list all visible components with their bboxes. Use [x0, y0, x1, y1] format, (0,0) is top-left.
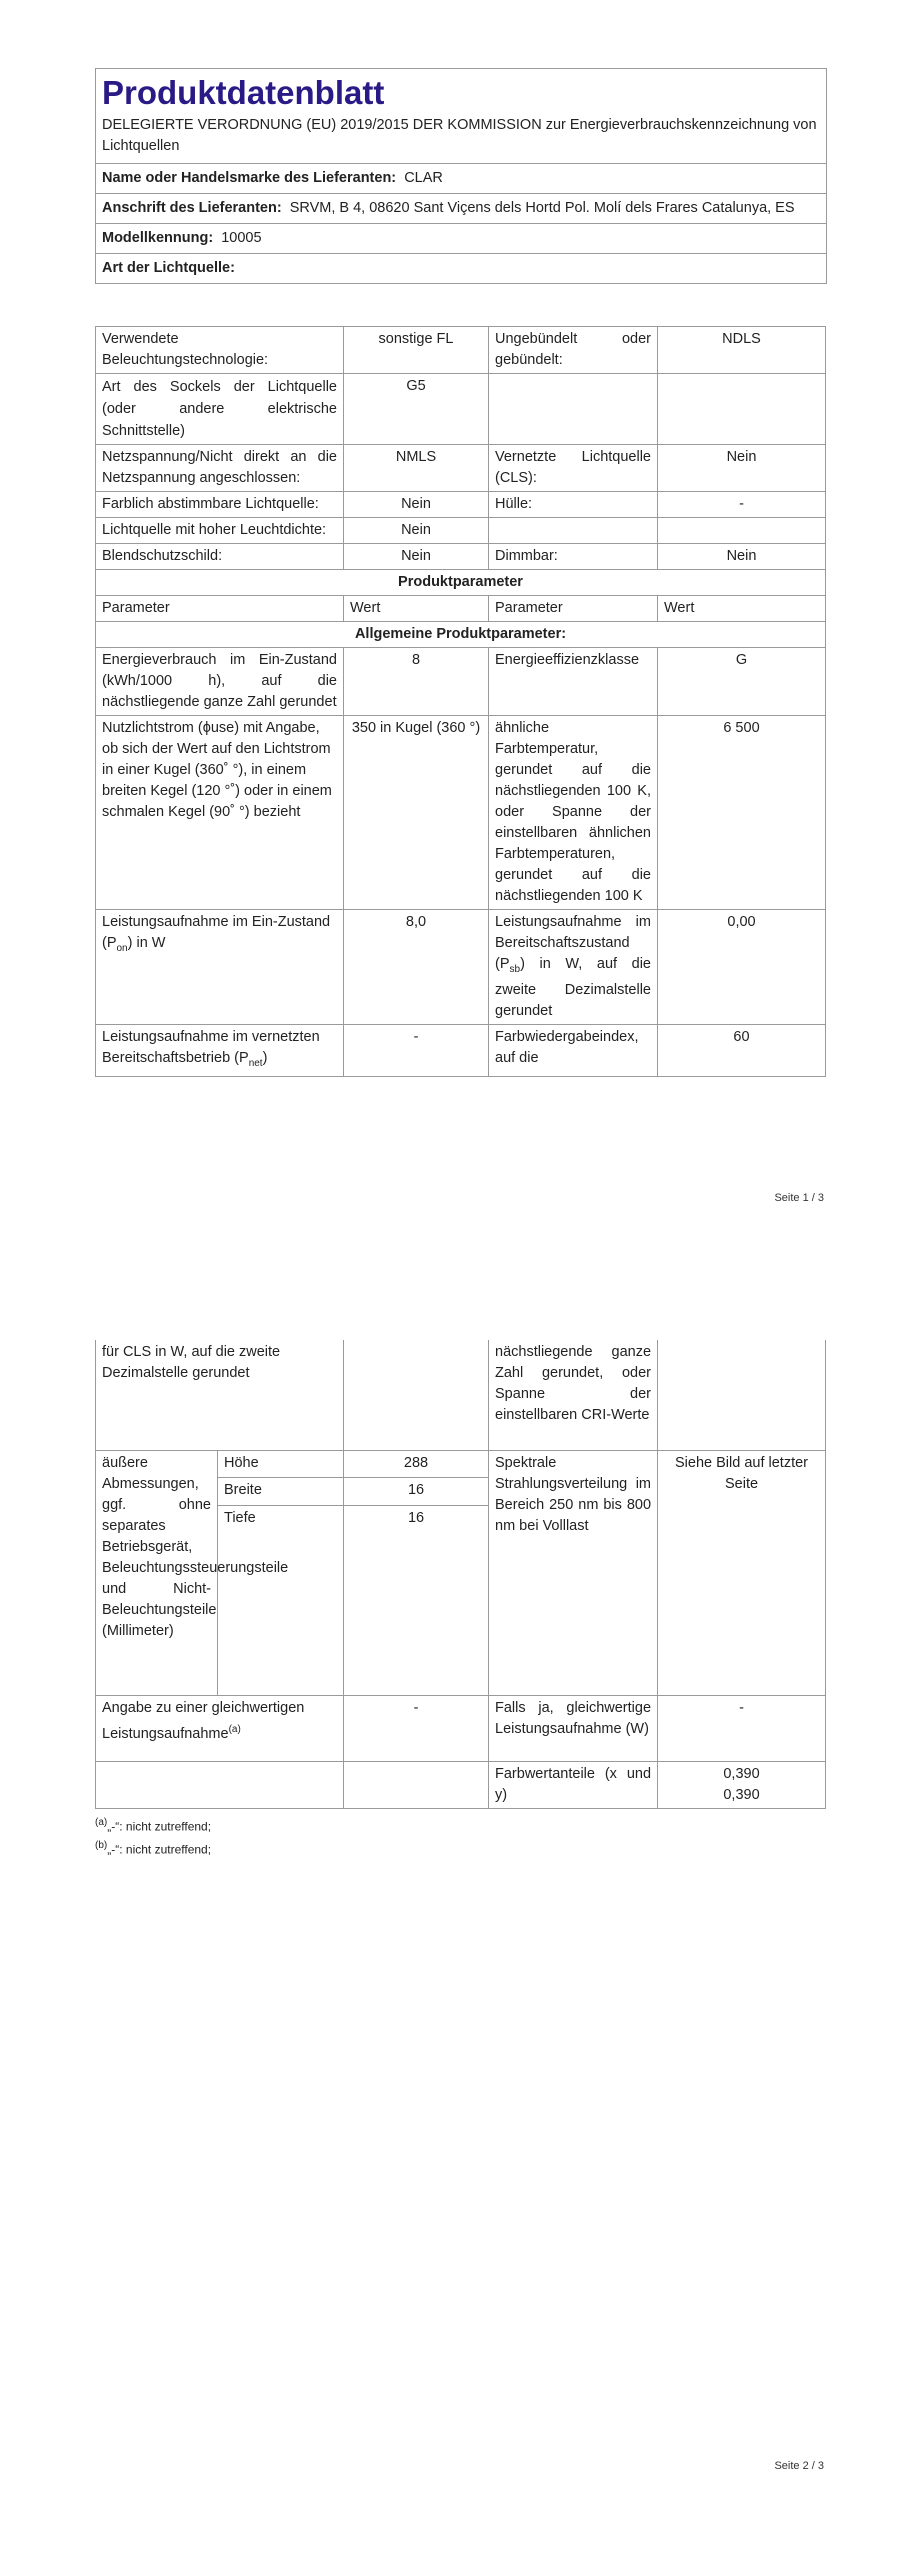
type-row — [96, 327, 826, 374]
type-value: Nein — [658, 544, 826, 570]
supplier-address-label: Anschrift des Lieferanten: — [102, 200, 282, 216]
dimension-value: 16 — [344, 1505, 489, 1695]
supplier-name-value: CLAR — [404, 170, 443, 186]
page-title: Produktdatenblatt — [102, 74, 385, 111]
footnote-b: $^{(b)}$„-“: nicht zutreffend; — [95, 1839, 212, 1857]
type-row — [96, 518, 826, 544]
type-value: Nein — [344, 492, 489, 518]
spectral-label: Spektrale Strahlungsverteilung im Bereich 250 nm bis 800 nm bei Volllast — [489, 1450, 658, 1695]
parameters-table-continued — [95, 1340, 826, 1809]
type-label: Dimmbar: — [489, 544, 658, 570]
dimension-label: Höhe — [218, 1450, 344, 1478]
standby-label: Leistungsaufnahme im Bereitschaftszustand $(P_{sb})$ in W, auf die zweite Dezimalstelle gerundet — [489, 910, 658, 1025]
energy-consumption-value: 8 — [344, 648, 489, 716]
type-label: Netzspannung/Nicht direkt an die Netzspannung angeschlossen: — [96, 445, 344, 492]
type-value — [658, 374, 826, 445]
page-number: Seite 1 / 3 — [774, 1192, 824, 1204]
lightsource-type-label: Art der Lichtquelle: — [102, 260, 235, 276]
dimension-label: Tiefe — [218, 1505, 344, 1695]
type-value: NDLS — [658, 327, 826, 374]
type-row — [96, 445, 826, 492]
chromaticity-row — [96, 1761, 826, 1808]
type-value: G5 — [344, 374, 489, 445]
chromaticity-values — [658, 1761, 826, 1808]
dimensions-row — [96, 1450, 826, 1478]
type-row — [96, 374, 826, 445]
product-params-heading-row — [96, 570, 826, 596]
column-header-row — [96, 596, 826, 622]
power-on-label: Leistungsaufnahme im Ein-Zustand $(P_{on})$ in W — [96, 910, 344, 1025]
if-yes-value: - — [658, 1695, 826, 1761]
type-value: sonstige FL — [344, 327, 489, 374]
type-value: - — [658, 492, 826, 518]
page-2 — [0, 1250, 919, 2560]
product-params-heading: Produktparameter — [96, 570, 826, 596]
supplier-name-row — [96, 163, 826, 193]
efficiency-class-value: G — [658, 648, 826, 716]
main-table-wrap — [95, 326, 825, 1077]
cri-label: Farbwiedergabeindex, auf die — [489, 1024, 658, 1076]
equivalent-power-row — [96, 1695, 826, 1761]
supplier-address-value: SRVM, B 4, 08620 Sant Viçens dels Hortd Pol. Molí dels Frares Catalunya, ES — [289, 200, 795, 216]
equivalent-power-value: - — [344, 1695, 489, 1761]
energy-row — [96, 648, 826, 716]
empty-cell — [344, 1761, 489, 1808]
cri-label-cont: nächstliegende ganze Zahl gerundet, oder Spanne der einstellbaren CRI-Werte — [489, 1340, 658, 1450]
lightsource-type-row — [96, 253, 826, 283]
spectral-value: Siehe Bild auf letzter Seite — [658, 1450, 826, 1695]
column-header-value: Wert — [344, 596, 489, 622]
model-row — [96, 223, 826, 253]
networked-standby-value: - — [344, 1024, 489, 1076]
type-row — [96, 492, 826, 518]
chromaticity-y: 0,390 — [723, 1786, 760, 1803]
equivalent-power-label: Angabe zu einer gleichwertigen Leistungsaufnahme$^{(a)}$ — [96, 1695, 344, 1761]
parameters-table — [95, 326, 826, 1077]
model-label: Modellkennung: — [102, 230, 214, 246]
type-label: Vernetzte Lichtquelle (CLS): — [489, 445, 658, 492]
type-label — [489, 374, 658, 445]
supplier-name-label: Name oder Handelsmarke des Lieferanten: — [102, 170, 397, 186]
type-value — [658, 518, 826, 544]
networked-row-part1 — [96, 1024, 826, 1076]
type-label: Hülle: — [489, 492, 658, 518]
cri-value: 60 — [658, 1024, 826, 1076]
regulation-subtitle: DELEGIERTE VERORDNUNG (EU) 2019/2015 DER KOMMISSION zur Energieverbrauchskennzeichnung von Lichtquellen — [102, 117, 817, 154]
model-value: 10005 — [221, 230, 262, 246]
power-on-value: 8,0 — [344, 910, 489, 1025]
column-header-parameter: Parameter — [489, 596, 658, 622]
networked-standby-label: Leistungsaufnahme im vernetzten Bereitschaftsbetrieb $(P_{net})$ — [96, 1024, 344, 1076]
page-number: Seite 2 / 3 — [774, 2460, 824, 2472]
flux-row — [96, 716, 826, 910]
header-block — [95, 68, 827, 284]
dimension-value: 16 — [344, 1478, 489, 1506]
footnote-a: $^{(a)}$„-“: nicht zutreffend; — [95, 1816, 212, 1833]
networked-row-part2 — [96, 1340, 826, 1450]
type-value: Nein — [658, 445, 826, 492]
supplier-address-row — [96, 193, 826, 223]
type-label: Art des Sockels der Lichtquelle (oder andere elektrische Schnittstelle) — [96, 374, 344, 445]
luminous-flux-value: 350 in Kugel (360 °) — [344, 716, 489, 910]
type-label: Lichtquelle mit hoher Leuchtdichte: — [96, 518, 344, 544]
networked-standby-value-cont — [344, 1340, 489, 1450]
if-yes-label: Falls ja, gleichwertige Leistungsaufnahme (W) — [489, 1695, 658, 1761]
type-label: Ungebündelt oder gebündelt: — [489, 327, 658, 374]
dimension-label: Breite — [218, 1478, 344, 1506]
type-label: Farblich abstimmbare Lichtquelle: — [96, 492, 344, 518]
type-value: Nein — [344, 544, 489, 570]
continued-table-wrap — [95, 1340, 825, 1859]
chromaticity-label: Farbwertanteile (x und y) — [489, 1761, 658, 1808]
column-header-value: Wert — [658, 596, 826, 622]
networked-standby-label-cont: für CLS in W, auf die zweite Dezimalstelle gerundet — [96, 1340, 344, 1450]
page-1 — [0, 0, 919, 1250]
energy-consumption-label: Energieverbrauch im Ein-Zustand (kWh/1000 h), auf die nächstliegende ganze Zahl gerundet — [96, 648, 344, 716]
type-label — [489, 518, 658, 544]
type-label: Blendschutzschild: — [96, 544, 344, 570]
chromaticity-x: 0,390 — [723, 1765, 760, 1782]
cri-value-cont — [658, 1340, 826, 1450]
dimension-value: 288 — [344, 1450, 489, 1478]
dimensions-label: äußere Abmessungen, ggf. ohne separates Betriebsgerät, Beleuchtungssteuerungsteile und Nicht-Beleuchtungsteile (Millimeter) — [96, 1450, 218, 1695]
cct-value: 6 500 — [658, 716, 826, 910]
type-row — [96, 544, 826, 570]
cct-label: ähnliche Farbtemperatur, gerundet auf die nächstliegenden 100 K, oder Spanne der einstellbaren ähnlichen Farbtemperaturen, gerundet auf die nächstliegenden 100 K — [489, 716, 658, 910]
column-header-parameter: Parameter — [96, 596, 344, 622]
type-value: Nein — [344, 518, 489, 544]
empty-cell — [96, 1761, 344, 1808]
luminous-flux-label: Nutzlichtstrom (ϕuse) mit Angabe, ob sich der Wert auf den Lichtstrom in einer Kugel (360˚ °), in einem breiten Kegel (120 °˚) oder in einem schmalen Kegel (90˚ °) bezieht — [96, 716, 344, 910]
type-value: NMLS — [344, 445, 489, 492]
type-label: Verwendete Beleuchtungstechnologie: — [96, 327, 344, 374]
standby-value: 0,00 — [658, 910, 826, 1025]
general-params-heading-row — [96, 622, 826, 648]
general-params-heading: Allgemeine Produktparameter: — [96, 622, 826, 648]
power-row — [96, 910, 826, 1025]
efficiency-class-label: Energieeffizienzklasse — [489, 648, 658, 716]
